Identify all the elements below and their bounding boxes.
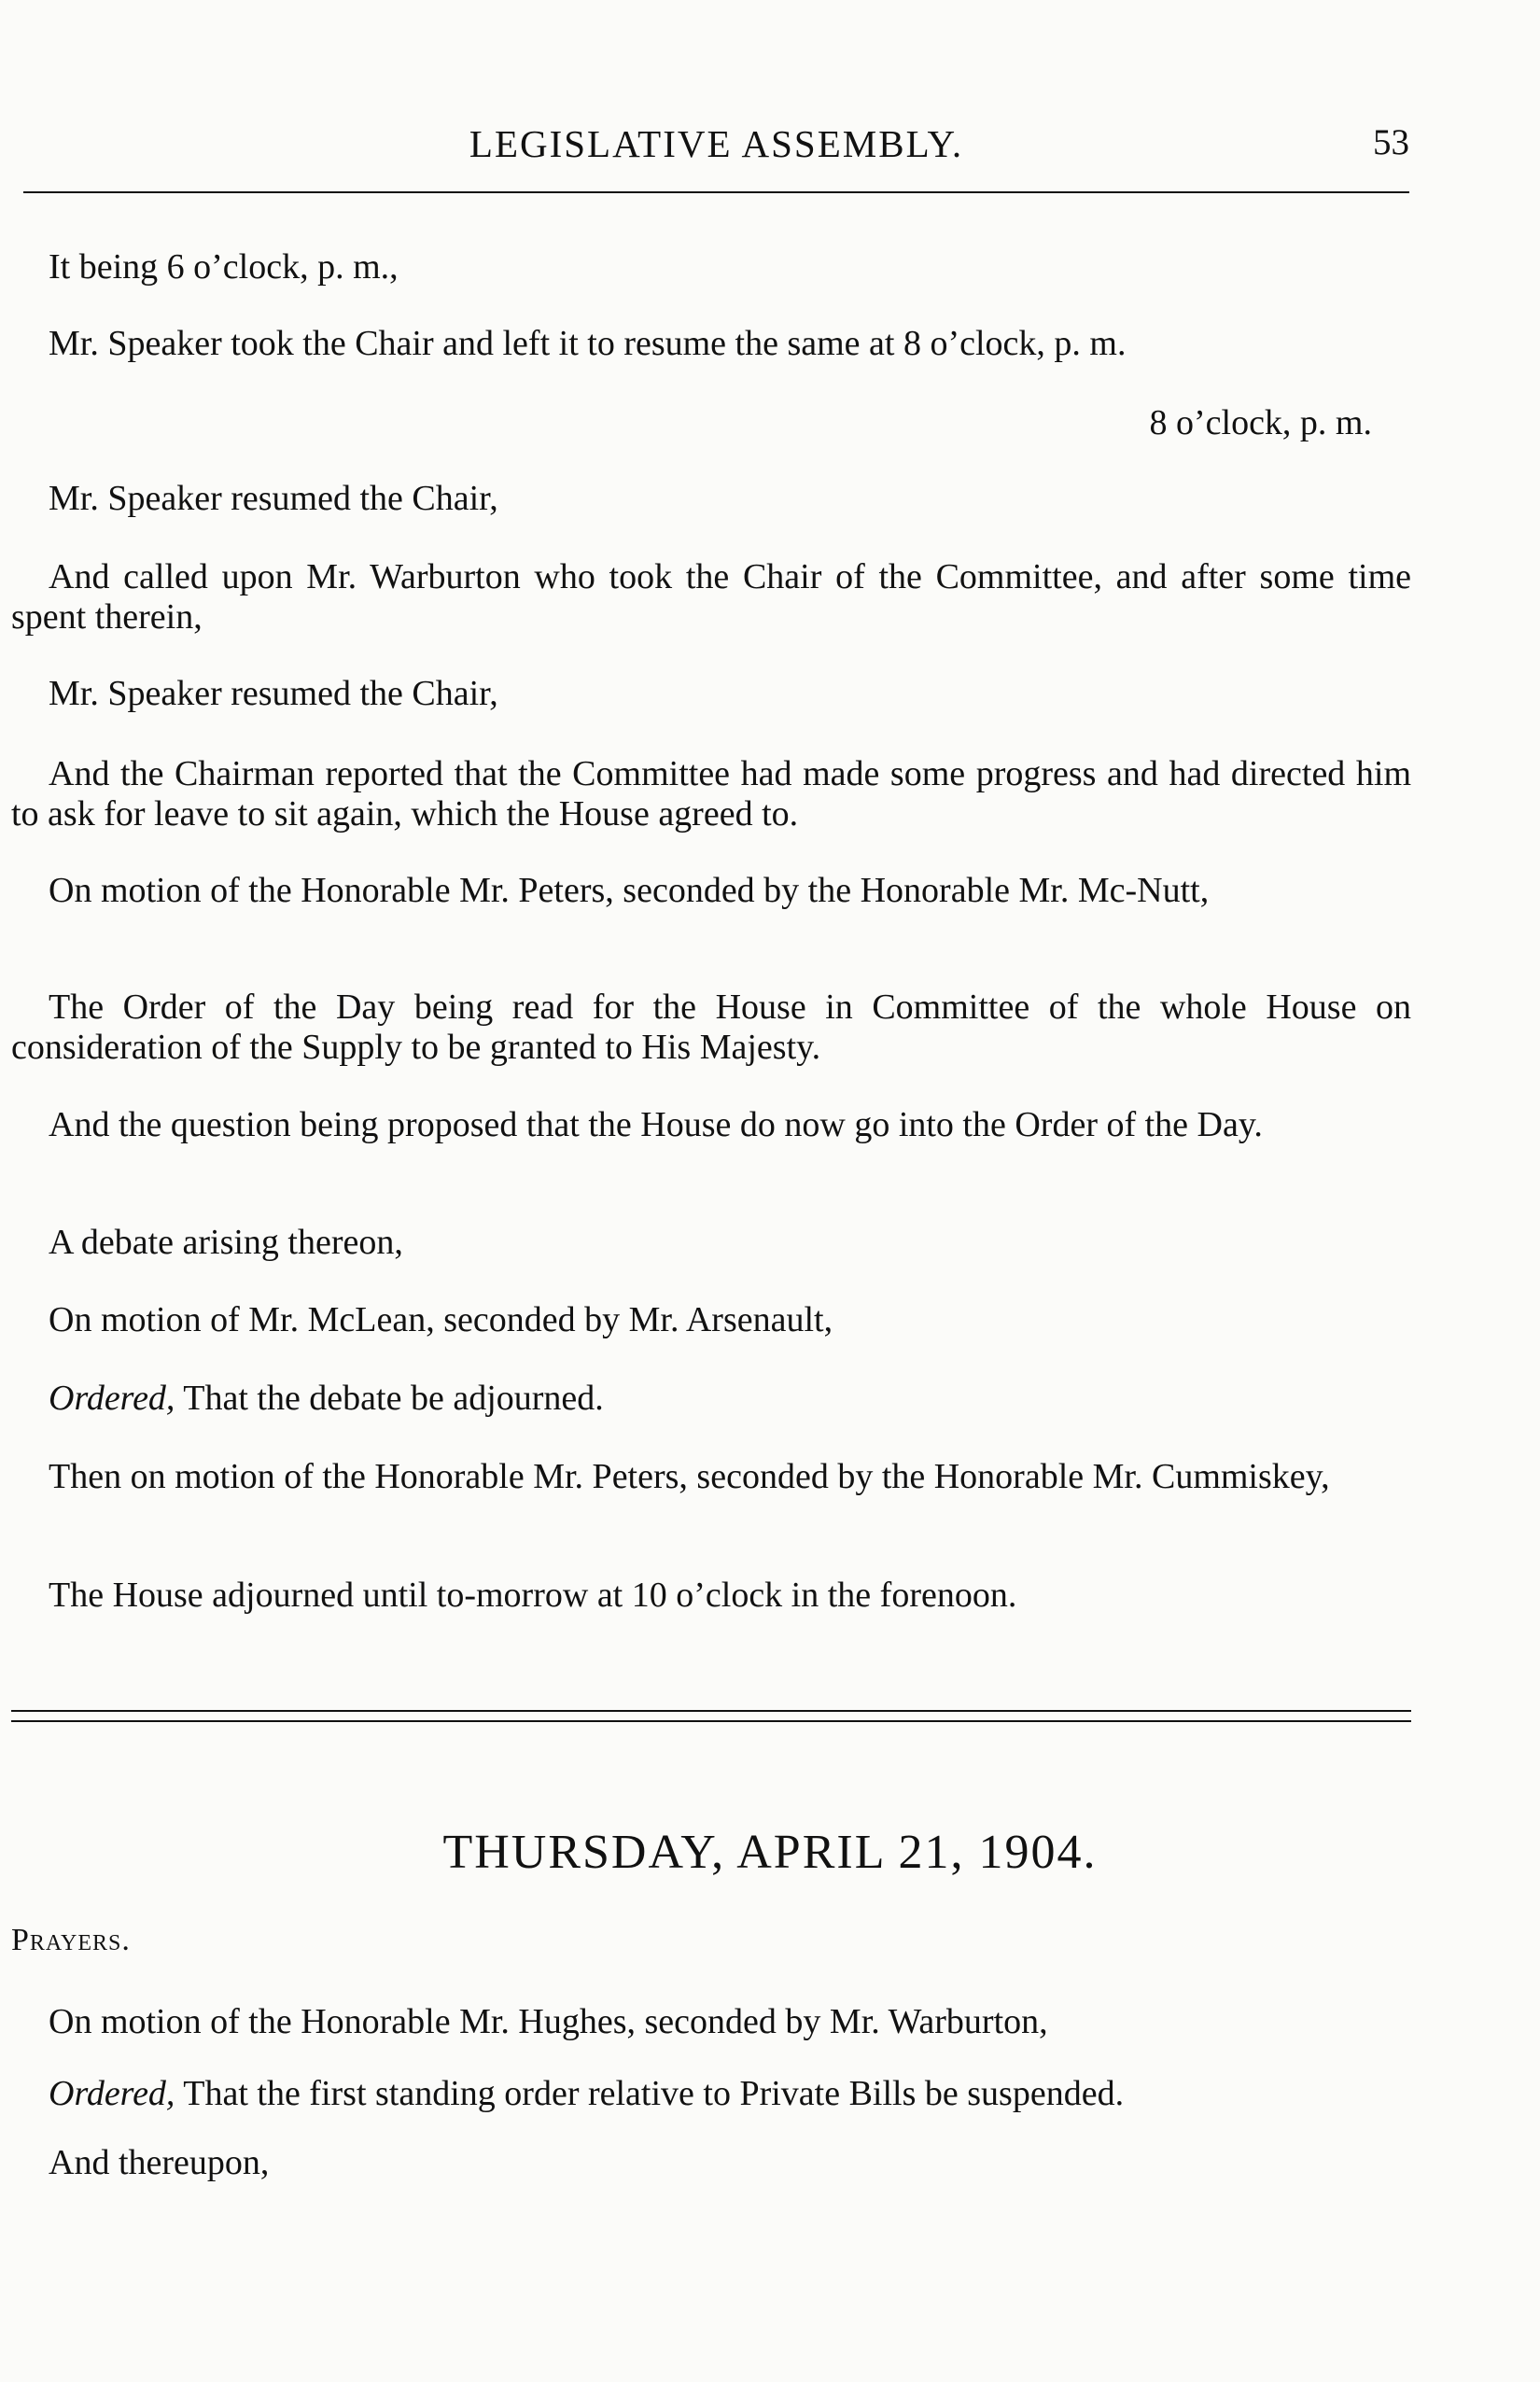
- paragraph-called-warburton: And called upon Mr. Warburton who took the Chair of the Committee, and after some time spent therein,: [11, 557, 1411, 637]
- paragraph-chairman-reported: And the Chairman reported that the Committee had made some progress and had directed him to ask for leave to sit again, which the House agreed to.: [11, 754, 1411, 834]
- paragraph-ordered-standing-order: [11, 2074, 1411, 2114]
- paragraph-question-proposed: And the question being proposed that the House do now go into the Order of the Day.: [49, 1105, 1263, 1144]
- running-head: [23, 121, 1409, 177]
- prayers-label: Prayers.: [11, 1923, 131, 1957]
- paragraph-speaker-resumed-2: Mr. Speaker resumed the Chair,: [49, 674, 498, 713]
- paragraph-motion-mclean: On motion of Mr. McLean, seconded by Mr. Arsenault,: [49, 1300, 833, 1339]
- ordered-label: Ordered,: [49, 1379, 175, 1418]
- ordered-text: That the debate be adjourned.: [175, 1379, 604, 1418]
- ordered-text-2: That the first standing order relative to Private Bills be suspended.: [175, 2074, 1125, 2113]
- running-title: LEGISLATIVE ASSEMBLY.: [469, 122, 964, 165]
- paragraph-thereupon: And thereupon,: [49, 2143, 270, 2182]
- page-number: 53: [1373, 122, 1409, 162]
- paragraph-motion-peters-mcnutt: On motion of the Honorable Mr. Peters, seconded by the Honorable Mr. Mc-Nutt,: [49, 871, 1210, 910]
- paragraph-ordered-debate-adjourned: [11, 1379, 1411, 1419]
- paragraph-house-adjourned: The House adjourned until to-morrow at 10 o’clock in the forenoon.: [49, 1576, 1017, 1615]
- section-double-rule: [11, 1710, 1411, 1722]
- paragraph-speaker-took-chair: Mr. Speaker took the Chair and left it to resume the same at 8 o’clock, p. m.: [49, 324, 1127, 363]
- header-rule: [23, 191, 1409, 193]
- paragraph-motion-hughes: On motion of the Honorable Mr. Hughes, seconded by Mr. Warburton,: [49, 2002, 1048, 2041]
- day-heading: THURSDAY, APRIL 21, 1904.: [442, 1826, 1098, 1879]
- paragraph-order-of-day: The Order of the Day being read for the House in Committee of the whole House on consideration of the Supply to be granted to His Majesty.: [11, 988, 1411, 1067]
- ordered-label-2: Ordered,: [49, 2074, 175, 2113]
- paragraph-speaker-resumed-1: Mr. Speaker resumed the Chair,: [49, 479, 498, 518]
- paragraph-debate-arising: A debate arising thereon,: [49, 1223, 403, 1262]
- paragraph-motion-peters-cummiskey: Then on motion of the Honorable Mr. Peters, seconded by the Honorable Mr. Cummiskey,: [49, 1457, 1330, 1496]
- paragraph-six-oclock: It being 6 o’clock, p. m.,: [49, 247, 399, 287]
- paragraph-eight-oclock: 8 o’clock, p. m.: [1149, 403, 1372, 442]
